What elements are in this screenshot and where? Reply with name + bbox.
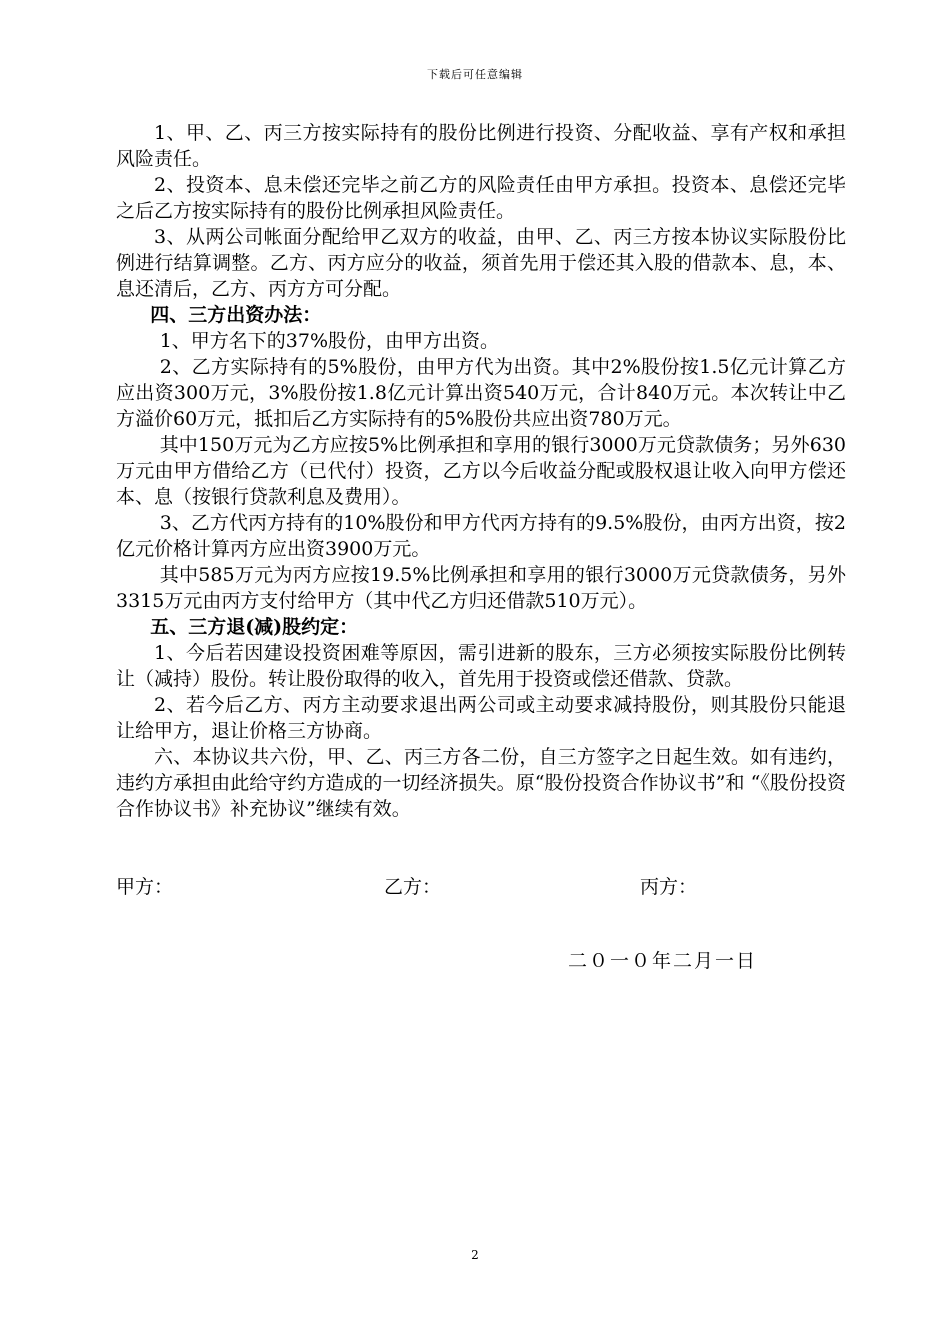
signature-party-a: 甲方： [116, 876, 174, 898]
signature-party-c: 丙方： [640, 876, 698, 898]
clause-6: 六、本协议共六份，甲、乙、丙三方各二份，自三方签字之日起生效。如有违约，违约方承担由此给守约方造成的一切经济损失。原“股份投资合作协议书”和 “《股份投资合作协议书》补充协议”继续有效。 [116, 746, 846, 820]
clause-5-item-1: 1、今后若因建设投资困难等原因，需引进新的股东，三方必须按实际股份比例转让（减持）股份。转让股份取得的收入，首先用于投资或偿还借款、贷款。 [116, 642, 846, 690]
page-number: 2 [471, 1248, 479, 1262]
clause-4-item-2-detail: 其中150万元为乙方应按5%比例承担和享用的银行3000万元贷款债务；另外630万元由甲方借给乙方（已代付）投资，乙方以今后收益分配或股权退让收入向甲方偿还本、息（按银行贷款利息及费用）。 [116, 434, 846, 508]
clause-4-item-1: 1、甲方名下的37%股份，由甲方出资。 [159, 330, 500, 352]
header-note: 下载后可任意编辑 [427, 68, 523, 81]
clause-4-item-3: 3、乙方代丙方持有的10%股份和甲方代丙方持有的9.5%股份，由丙方出资，按2亿元价格计算丙方应出资3900万元。 [116, 512, 846, 560]
clause-3-item-2: 2、投资本、息未偿还完毕之前乙方的风险责任由甲方承担。投资本、息偿还完毕之后乙方按实际持有的股份比例承担风险责任。 [116, 174, 846, 222]
section-heading-4: 四、三方出资办法： [150, 304, 322, 326]
document-body [116, 120, 846, 822]
section-heading-5: 五、三方退(减)股约定： [150, 616, 359, 638]
signature-party-b: 乙方： [384, 876, 442, 898]
agreement-date: 二０一０年二月一日 [568, 950, 758, 972]
clause-3-item-1: 1、甲、乙、丙三方按实际持有的股份比例进行投资、分配收益、享有产权和承担风险责任。 [116, 122, 846, 170]
clause-5-item-2: 2、若今后乙方、丙方主动要求退出两公司或主动要求减持股份，则其股份只能退让给甲方，退让价格三方协商。 [116, 694, 846, 742]
clause-4-item-2: 2、乙方实际持有的5%股份，由甲方代为出资。其中2%股份按1.5亿元计算乙方应出资300万元，3%股份按1.8亿元计算出资540万元，合计840万元。本次转让中乙方溢价60万元，抵扣后乙方实际持有的5%股份共应出资780万元。 [116, 356, 846, 430]
clause-3-item-3: 3、从两公司帐面分配给甲乙双方的收益，由甲、乙、丙三方按本协议实际股份比例进行结算调整。乙方、丙方应分的收益，须首先用于偿还其入股的借款本、息，本、息还清后，乙方、丙方方可分配。 [116, 226, 846, 300]
signature-block [116, 872, 846, 898]
clause-4-item-3-detail: 其中585万元为丙方应按19.5%比例承担和享用的银行3000万元贷款债务，另外3315万元由丙方支付给甲方（其中代乙方归还借款510万元）。 [116, 564, 846, 612]
